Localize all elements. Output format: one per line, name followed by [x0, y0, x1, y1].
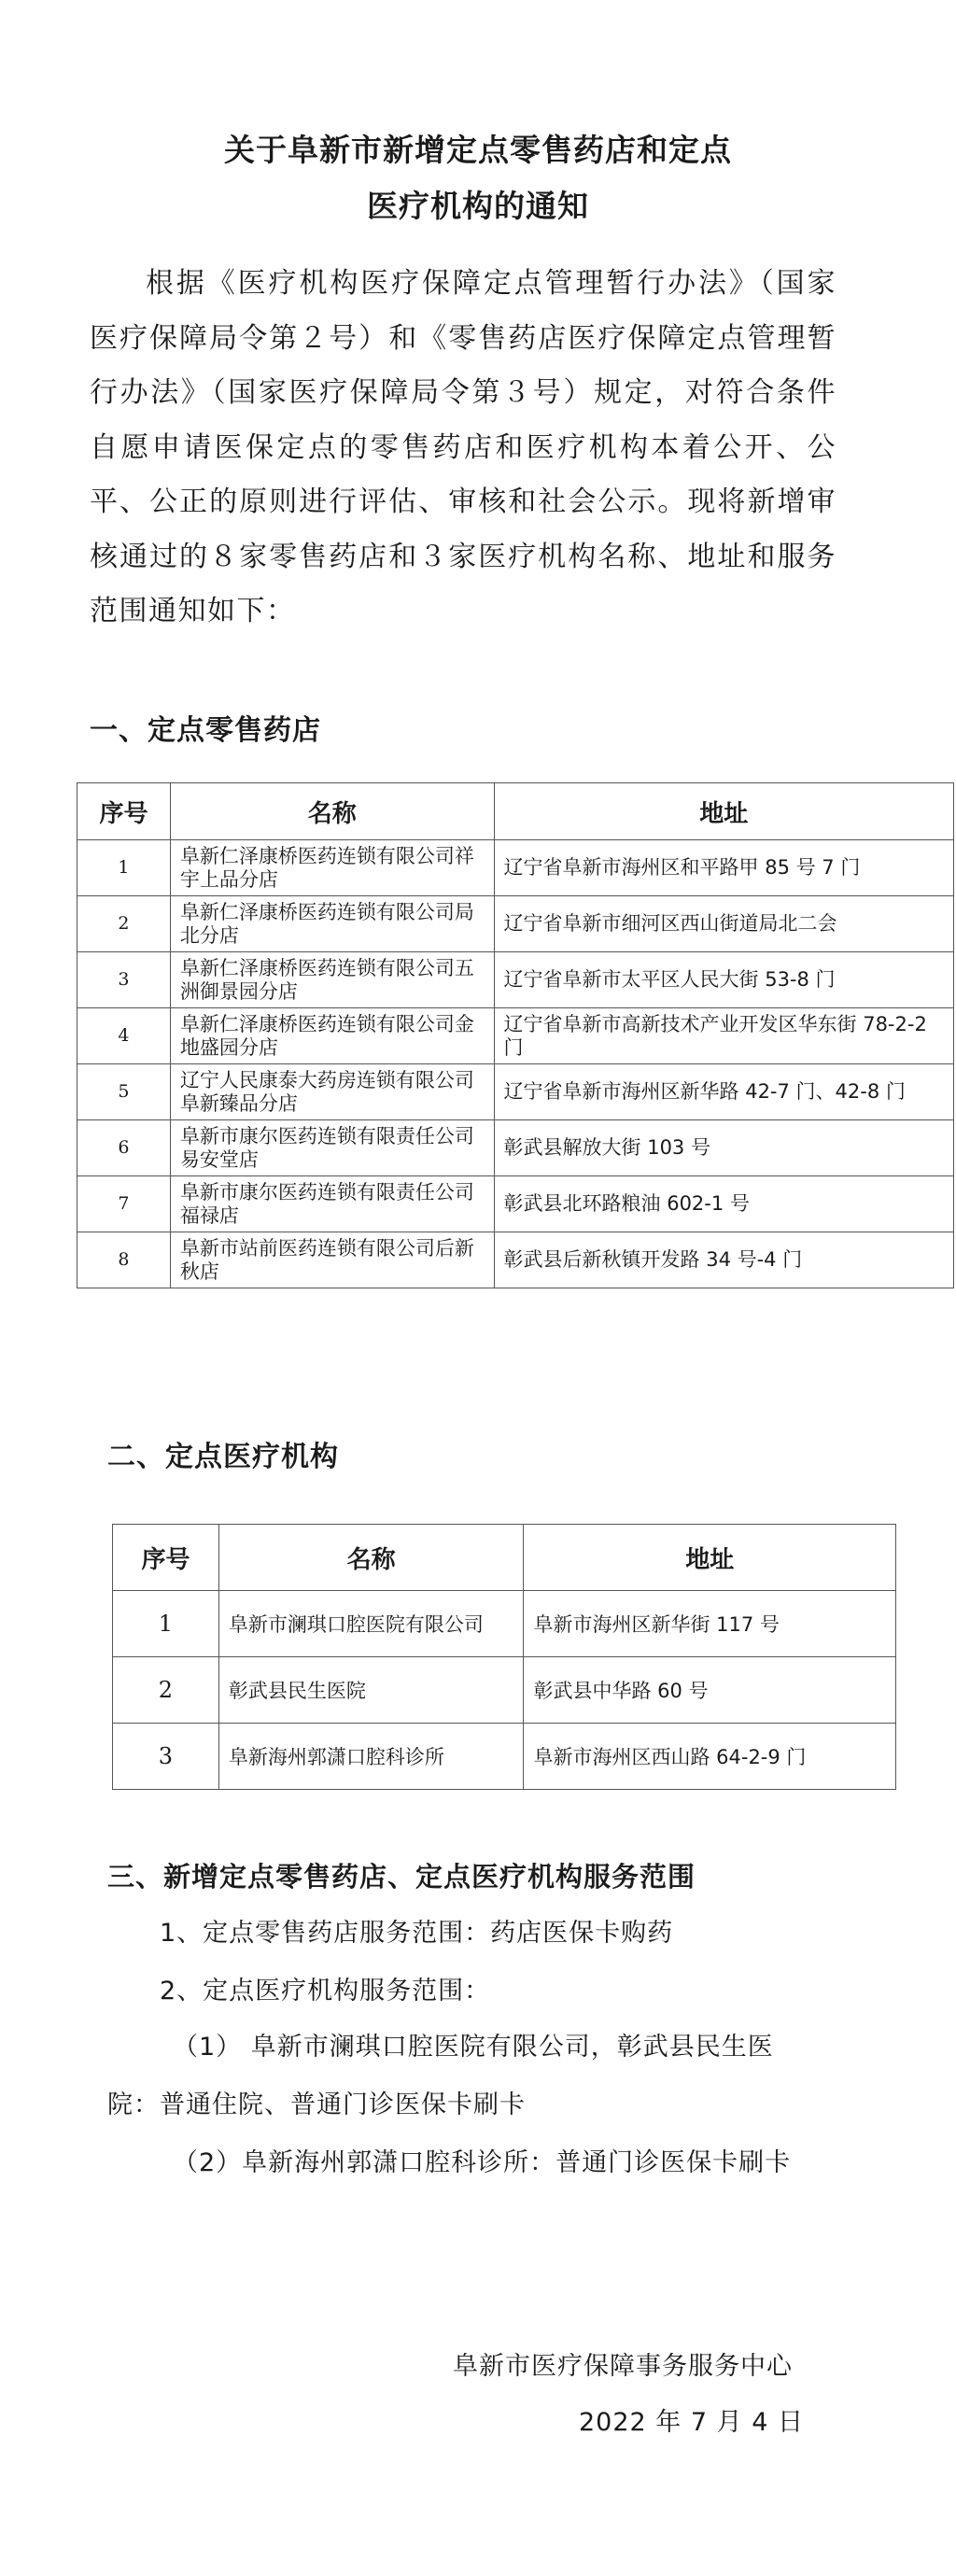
row-address: 彰武县中华路 60 号: [524, 1657, 896, 1724]
scope-medical-item2: （2）阜新海州郭潇口腔科诊所：普通门诊医保卡刷卡: [173, 2148, 792, 2177]
header-name: 名称: [218, 1525, 524, 1591]
header-address: 地址: [494, 783, 953, 840]
row-name: 辽宁人民康泰大药房连锁有限公司阜新臻品分店: [170, 1064, 494, 1120]
header-no: 序号: [77, 783, 171, 840]
table-row: [77, 1176, 954, 1232]
row-no: 3: [77, 952, 171, 1008]
row-no: 2: [113, 1657, 219, 1724]
section3-heading: 三、新增定点零售药店、定点医疗机构服务范围: [107, 1861, 696, 1893]
header-name: 名称: [170, 783, 494, 840]
row-address: 辽宁省阜新市高新技术产业开发区华东街 78-2-2 门: [494, 1008, 953, 1064]
document-title-line1: 关于阜新市新增定点零售药店和定点: [224, 132, 732, 168]
row-no: 4: [77, 1008, 171, 1064]
section1-heading: 一、定点零售药店: [90, 714, 321, 747]
table-row: [77, 1008, 954, 1064]
row-name: 阜新仁泽康桥医药连锁有限公司五洲御景园分店: [170, 952, 494, 1008]
row-name: 阜新仁泽康桥医药连锁有限公司金地盛园分店: [170, 1008, 494, 1064]
row-no: 7: [77, 1176, 171, 1232]
medical-table-header: [113, 1525, 896, 1591]
row-address: 辽宁省阜新市海州区新华路 42-7 门、42-8 门: [494, 1064, 953, 1120]
table-row: [113, 1591, 896, 1657]
table-row: [77, 952, 954, 1008]
document-title-line2: 医疗机构的通知: [367, 188, 589, 224]
table-row: [113, 1657, 896, 1724]
scope-medical-item1: （1） 阜新市澜琪口腔医院有限公司，彰武县民生医: [173, 2033, 774, 2062]
header-address: 地址: [524, 1525, 896, 1591]
row-address: 阜新市海州区新华街 117 号: [524, 1591, 896, 1657]
pharmacy-table: [77, 782, 954, 1288]
row-name: 阜新市澜琪口腔医院有限公司: [218, 1591, 524, 1657]
scope-medical-item1-cont: 院：普通住院、普通门诊医保卡刷卡: [107, 2090, 526, 2119]
row-name: 阜新仁泽康桥医药连锁有限公司祥宇上品分店: [170, 840, 494, 896]
row-no: 3: [113, 1724, 219, 1790]
row-address: 辽宁省阜新市海州区和平路甲 85 号 7 门: [494, 840, 953, 896]
row-name: 阜新市康尔医药连锁有限责任公司福禄店: [170, 1176, 494, 1232]
row-name: 阜新市站前医药连锁有限公司后新秋店: [170, 1232, 494, 1288]
row-no: 6: [77, 1120, 171, 1176]
row-address: 辽宁省阜新市细河区西山街道局北二会: [494, 896, 953, 952]
row-name: 阜新仁泽康桥医药连锁有限公司局北分店: [170, 896, 494, 952]
section2-heading: 二、定点医疗机构: [107, 1441, 339, 1473]
row-no: 5: [77, 1064, 171, 1120]
row-name: 阜新市康尔医药连锁有限责任公司易安堂店: [170, 1120, 494, 1176]
row-address: 彰武县后新秋镇开发路 34 号-4 门: [494, 1232, 953, 1288]
signature-date: 2022 年 7 月 4 日: [579, 2408, 804, 2437]
table-row: [77, 1232, 954, 1288]
row-address: 辽宁省阜新市太平区人民大街 53-8 门: [494, 952, 953, 1008]
medical-institution-table: [112, 1524, 896, 1790]
row-no: 8: [77, 1232, 171, 1288]
row-no: 1: [113, 1591, 219, 1657]
row-name: 阜新海州郭潇口腔科诊所: [218, 1724, 524, 1790]
intro-paragraph: 根据《医疗机构医疗保障定点管理暂行办法》（国家医疗保障局令第２号）和《零售药店医疗保障定点管理暂行办法》（国家医疗保障局令第３号）规定，对符合条件自愿申请医保定点的零售药店和医疗机构本着公开、公平、公正的原则进行评估、审核和社会公示。现将新增审核通过的８家零售药店和３家医疗机构名称、地址和服务范围通知如下：: [90, 267, 836, 627]
row-name: 彰武县民生医院: [218, 1657, 524, 1724]
row-address: 阜新市海州区西山路 64-2-9 门: [524, 1724, 896, 1790]
pharmacy-table-header: [77, 783, 954, 840]
table-row: [77, 840, 954, 896]
scope-pharmacy: 1、定点零售药店服务范围：药店医保卡购药: [160, 1919, 674, 1948]
scope-medical: 2、定点医疗机构服务范围：: [160, 1977, 491, 2006]
header-no: 序号: [113, 1525, 219, 1591]
row-address: 彰武县北环路粮油 602-1 号: [494, 1176, 953, 1232]
row-no: 1: [77, 840, 171, 896]
table-row: [77, 896, 954, 952]
row-address: 彰武县解放大街 103 号: [494, 1120, 953, 1176]
table-row: [113, 1724, 896, 1790]
table-row: [77, 1120, 954, 1176]
table-row: [77, 1064, 954, 1120]
row-no: 2: [77, 896, 171, 952]
signature-organization: 阜新市医疗保障事务服务中心: [453, 2352, 793, 2381]
